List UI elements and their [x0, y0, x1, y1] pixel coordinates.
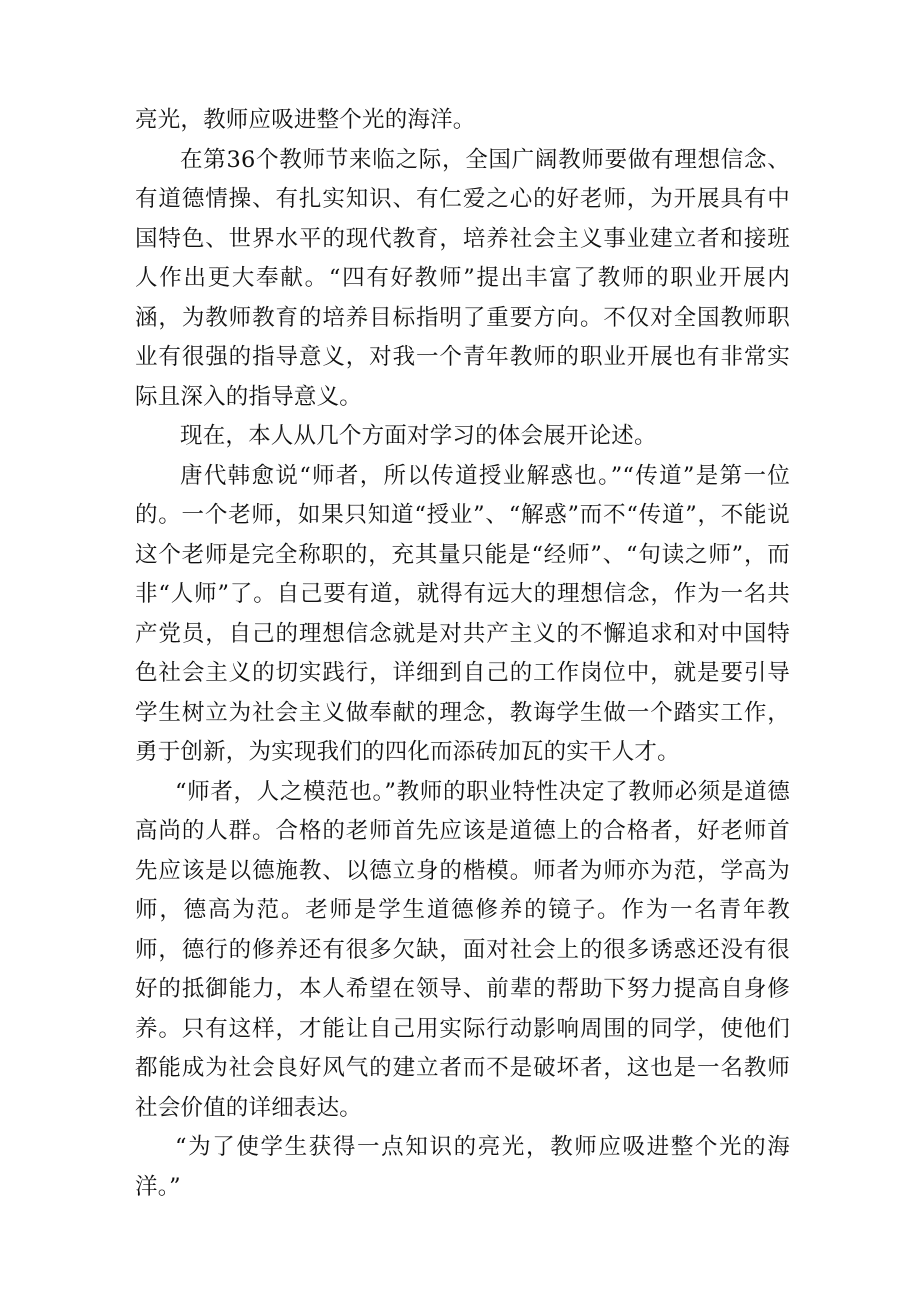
paragraph-continuation: 亮光，教师应吸进整个光的海洋。 — [135, 107, 476, 133]
document-body — [135, 101, 790, 1207]
paragraph-closing-quote: “为了使学生获得一点知识的亮光，教师应吸进整个光的海洋。” — [135, 1134, 790, 1200]
paragraph-intro: 现在，本人从几个方面对学习的体会展开论述。 — [180, 423, 657, 449]
paragraph-teachers-day: 在第36个教师节来临之际，全国广阔教师要做有理想信念、有道德情操、有扎实知识、有仁爱之心的好老师，为开展具有中国特色、世界水平的现代教育，培养社会主义事业建立者和接班人作出更大奉献。“四有好教师”提出丰富了教师的职业开展内涵，为教师教育的培养目标指明了重要方向。不仅对全国教师职业有很强的指导意义，对我一个青年教师的职业开展也有非常实际且深入的指导意义。 — [135, 146, 790, 410]
paragraph-role-model: “师者，人之模范也。”教师的职业特性决定了教师必须是道德高尚的人群。合格的老师首先应该是道德上的合格者，好老师首先应该是以德施教、以德立身的楷模。师者为师亦为范，学高为师，德高为范。老师是学生道德修养的镜子。作为一名青年教师，德行的修养还有很多欠缺，面对社会上的很多诱惑还没有很好的抵御能力，本人希望在领导、前辈的帮助下努力提高自身修养。只有这样，才能让自己用实际行动影响周围的同学，使他们都能成为社会良好风气的建立者而不是破坏者，这也是一名教师社会价值的详细表达。 — [135, 778, 790, 1121]
paragraph-han-yu: 唐代韩愈说“师者，所以传道授业解惑也。”“传道”是第一位的。一个老师，如果只知道“授业”、“解惑”而不“传道”，不能说这个老师是完全称职的，充其量只能是“经师”、“句读之师”，而非“人师”了。自己要有道，就得有远大的理想信念，作为一名共产党员，自己的理想信念就是对共产主义的不懈追求和对中国特色社会主义的切实践行，详细到自己的工作岗位中，就是要引导学生树立为社会主义做奉献的理念，教诲学生做一个踏实工作，勇于创新，为实现我们的四化而添砖加瓦的实干人才。 — [135, 462, 790, 765]
